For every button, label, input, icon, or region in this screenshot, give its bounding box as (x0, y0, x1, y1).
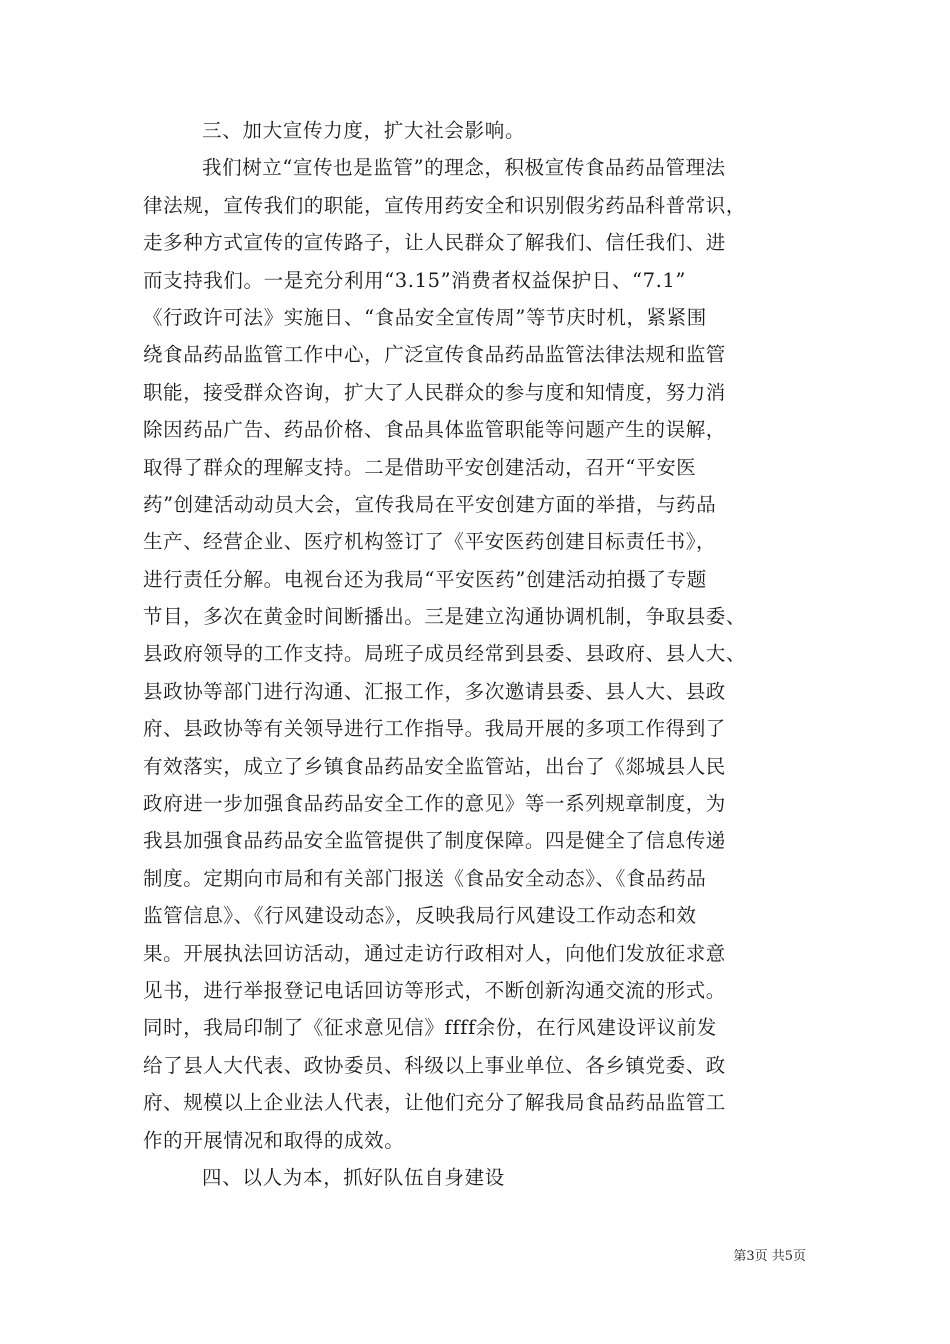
paragraph-line: 府、县政协等有关领导进行工作指导。我局开展的多项工作得到了 (143, 717, 726, 741)
paragraph-line: 《行政许可法》实施日、“食品安全宣传周”等节庆时机，紧紧围 (143, 305, 707, 329)
paragraph-line: 果。开展执法回访活动，通过走访行政相对人，向他们发放征求意 (143, 941, 726, 965)
paragraph-line: 我县加强食品药品安全监管提供了制度保障。四是健全了信息传递 (143, 829, 726, 853)
paragraph-line: 制度。定期向市局和有关部门报送《食品安全动态》、《食品药品 (143, 866, 707, 890)
paragraph-line: 监管信息》、《行风建设动态》，反映我局行风建设工作动态和效 (143, 904, 697, 928)
paragraph-line: 作的开展情况和取得的成效。 (143, 1128, 405, 1152)
paragraph-line: 有效落实，成立了乡镇食品药品安全监管站，出台了《郯城县人民 (143, 754, 726, 778)
body-text (143, 112, 823, 1196)
paragraph-line: 府、规模以上企业法人代表，让他们充分了解我局食品药品监管工 (143, 1091, 726, 1115)
section-heading-4: 四、以人为本，抓好队伍自身建设 (202, 1165, 506, 1189)
paragraph-line: 我们树立“宣传也是监管”的理念，积极宣传食品药品管理法 (202, 156, 726, 180)
paragraph-line: 进行责任分解。电视台还为我局“平安医药”创建活动拍摄了专题 (143, 567, 707, 591)
paragraph-line: 走多种方式宣传的宣传路子，让人民群众了解我们、信任我们、进 (143, 231, 726, 255)
paragraph-line: 县政府领导的工作支持。局班子成员经常到县委、县政府、县人大、 (143, 642, 747, 666)
paragraph-line: 职能，接受群众咨询，扩大了人民群众的参与度和知情度，努力消 (143, 380, 726, 404)
paragraph-line: 而支持我们。一是充分利用“3.15”消费者权益保护日、“7.1” (143, 268, 687, 292)
paragraph-line: 同时，我局印制了《征求意见信》ffff余份，在行风建设评议前发 (143, 1016, 717, 1040)
paragraph-line: 见书，进行举报登记电话回访等形式，不断创新沟通交流的形式。 (143, 978, 726, 1002)
paragraph-line: 给了县人大代表、政协委员、科级以上事业单位、各乡镇党委、政 (143, 1053, 726, 1077)
paragraph-line: 律法规，宣传我们的职能，宣传用药安全和识别假劣药品科普常识， (143, 193, 747, 217)
paragraph-line: 生产、经营企业、医疗机构签订了《平安医药创建目标责任书》， (143, 530, 717, 554)
paragraph-line: 取得了群众的理解支持。二是借助平安创建活动，召开“平安医 (143, 455, 697, 479)
paragraph-line: 绕食品药品监管工作中心，广泛宣传食品药品监管法律法规和监管 (143, 343, 726, 367)
page-number: 第3页 共5页 (733, 1249, 806, 1264)
paragraph-line: 药”创建活动动员大会，宣传我局在平安创建方面的举措，与药品 (143, 492, 717, 516)
paragraph-line: 除因药品广告、药品价格、食品具体监管职能等问题产生的误解， (143, 418, 726, 442)
paragraph-line: 县政协等部门进行沟通、汇报工作，多次邀请县委、县人大、县政 (143, 679, 726, 703)
section-heading-3: 三、加大宣传力度，扩大社会影响。 (202, 119, 526, 142)
paragraph-line: 节目，多次在黄金时间断播出。三是建立沟通协调机制，争取县委、 (143, 605, 747, 629)
paragraph-line: 政府进一步加强食品药品安全工作的意见》等一系列规章制度，为 (143, 792, 726, 816)
